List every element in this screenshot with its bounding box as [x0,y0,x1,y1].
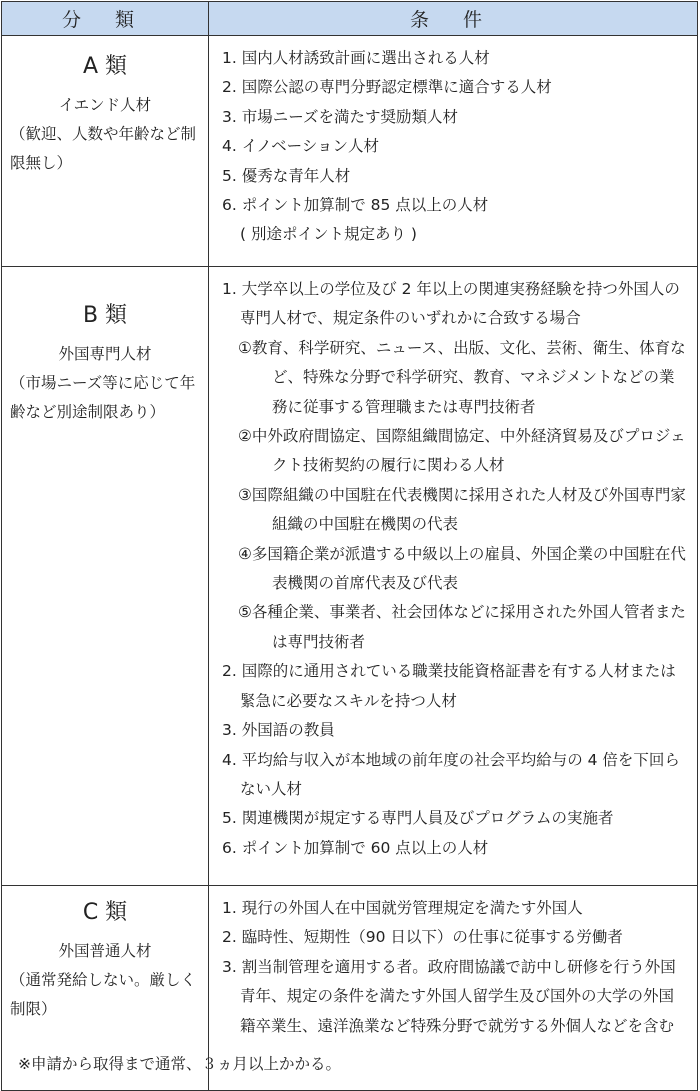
condition-item: 4. イノベーション人材 [222,137,380,156]
condition-subitem: ⑤各種企業、事業者、社会団体などに採用された外国人管者または専門技術者 [238,603,686,651]
condition-item: 1. 現行の外国人在中国就労管理規定を満たす外国人 [222,899,583,917]
category-row-b [2,267,698,886]
condition-subitem: ③国際組織の中国駐在代表機関に採用された人材及び外国専門家組織の中国駐在機関の代表 [238,485,686,534]
condition-subitem: ①教育、科学研究、ニュース、出版、文化、芸術、衛生、体育など、特殊な分野で科学研究、教育、マネジメントなどの業務に従事する管理職または専門技術者 [238,338,686,416]
condition-item: 4. 平均給与収入が本地域の前年度の社会平均給与の 4 倍を下回らない人材 [222,750,680,798]
work-permit-table [1,1,698,1091]
condition-item: 1. 大学卒以上の学位及び 2 年以上の関連実務経験を持つ外国人の専門人材で、規定条件のいずれかに合致する場合 [222,280,680,328]
condition-item: 3. 割当制管理を適用する者。政府間協議で訪中し研修を行う外国青年、規定の条件を満たす外国人留学生及び国外の大学の外国籍卒業生、遠洋漁業など特殊分野で就労する外個人などを含む [222,957,676,1035]
condition-item: 6. ポイント加算制で 85 点以上の人材 [222,196,489,215]
condition-note: ( 別途ポイント規定あり ) [240,225,417,244]
category-subtitle: イエンド人材 [58,96,152,114]
condition-cell [209,36,698,267]
category-name: B 類 [82,303,128,328]
condition-item: 6. ポイント加算制で 60 点以上の人材 [222,838,489,857]
category-subtitle: 外国専門人材 [58,345,152,363]
condition-item: 3. 外国語の教員 [222,721,335,740]
condition-item: 1. 国内人材誘致計画に選出される人材 [222,49,490,67]
category-desc: （歓迎、人数や年齢など制限無し） [10,125,197,172]
category-desc: （通常発給しない。厳しく制限） [10,971,197,1018]
condition-item: 2. 国際公認の専門分野認定標準に適合する人材 [222,78,552,97]
condition-item: 5. 優秀な青年人材 [222,166,351,185]
condition-item: 3. 市場ニーズを満たす奨励類人材 [222,107,458,126]
header-condition: 条 件 [209,2,698,36]
category-cell [2,36,209,267]
condition-item: 5. 関連機関が規定する専門人員及びプログラムの実施者 [222,809,614,828]
header-category: 分 類 [2,2,209,36]
condition-item: 2. 臨時性、短期性（90 日以下）の仕事に従事する労働者 [222,928,623,947]
category-desc: （市場ニーズ等に応じて年齢など別途制限あり） [10,374,196,421]
category-cell [2,267,209,886]
category-name: C 類 [82,900,128,925]
header-row [2,2,698,36]
category-subtitle: 外国普通人材 [58,942,152,960]
category-name: A 類 [82,54,128,79]
footnote: ※申請から取得まで通常、３ヵ月以上かかる。 [18,1055,341,1073]
condition-subitem: ④多国籍企業が派遣する中級以上の雇員、外国企業の中国駐在代表機関の首席代表及び代表 [238,544,686,593]
condition-cell [209,267,698,886]
condition-item: 2. 国際的に通用されている職業技能資格証書を有する人材または緊急に必要なスキルを持つ人材 [222,662,676,710]
category-row-a [2,36,698,267]
condition-subitem: ②中外政府間協定、国際組織間協定、中外経済貿易及びプロジェクト技術契約の履行に関わる人材 [238,427,686,475]
